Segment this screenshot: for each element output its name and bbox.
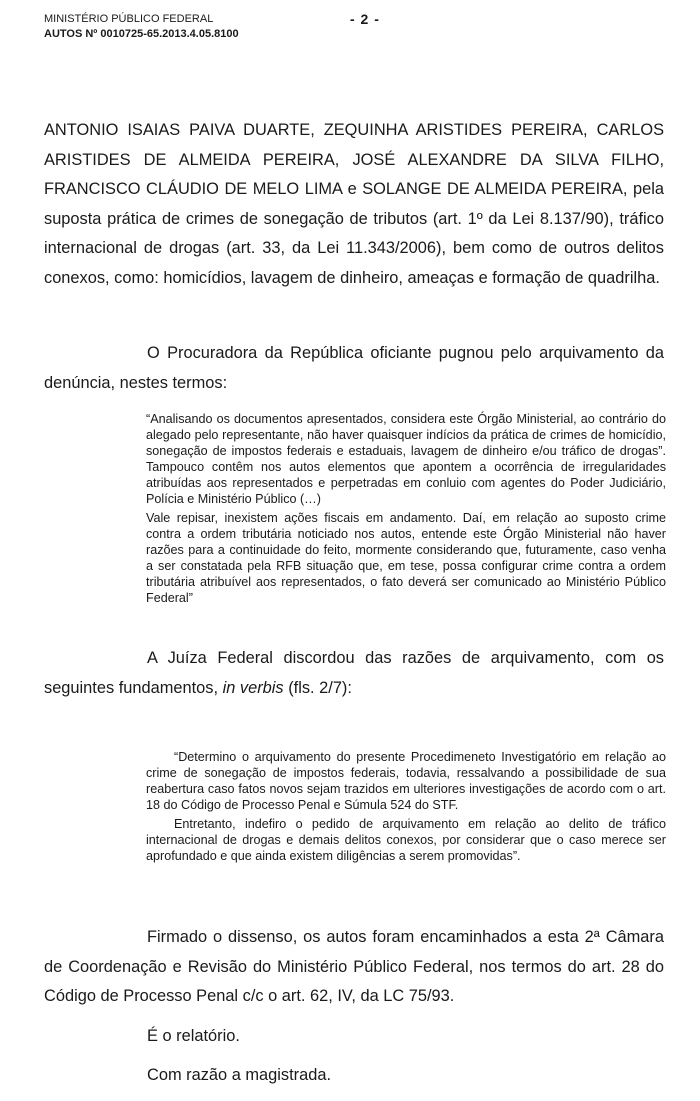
judge-text-italic: in verbis — [222, 678, 284, 697]
judge-text-1: A Juíza Federal discordou das razões de arquivamento, com os seguintes fundamentos, — [44, 649, 664, 697]
paragraph-judge — [44, 644, 664, 703]
quote-prosecutor-part2: Vale repisar, inexistem ações fiscais em andamento. Daí, em relação ao suposto crime contra a ordem tributária noticiado nos autos, entende este Órgão Ministerial não haver razões para a continuidade do feito, mormente considerando que, futuramente, caso venha a ser constatada pela RFB situação que, em tese, possa configurar crime contra a ordem tributária atribuível aos representados, o fato deverá ser comunicado ao Ministério Público Federal” — [146, 511, 666, 605]
quote-prosecutor — [146, 411, 666, 609]
paragraph-prosecutor: O Procuradora da República oficiante pugnou pelo arquivamento da denúncia, nestes termos: — [44, 344, 664, 392]
judge-text-2: (fls. 2/7): — [283, 678, 352, 697]
header-org: MINISTÉRIO PÚBLICO FEDERAL — [44, 13, 214, 25]
paragraph-parties: ANTONIO ISAIAS PAIVA DUARTE, ZEQUINHA ARISTIDES PEREIRA, CARLOS ARISTIDES DE ALMEIDA PEREIRA, JOSÉ ALEXANDRE DA SILVA FILHO, FRANCISCO CLÁUDIO DE MELO LIMA e SOLANGE DE ALMEIDA PEREIRA, pela suposta prática de crimes de sonegação de tributos (art. 1º da Lei 8.137/90), tráfico internacional de drogas (art. 33, da Lei 11.343/2006), bem como de outros delitos conexos, como: homicídios, lavagem de dinheiro, ameaças e formação de quadrilha. — [44, 121, 664, 287]
quote-judge-part1: “Determino o arquivamento do presente Procedimeneto Investigatório em relação ao crime de sonegação de impostos federais, todavia, ressalvando a possibilidade de sua reabertura caso fatos novos sejam trazidos em ulteriores investigações de acordo com o art. 18 do Código de Processo Penal e Súmula 524 do STF. — [146, 750, 666, 812]
quote-judge-part2: Entretanto, indefiro o pedido de arquivamento em relação ao delito de tráfico internacional de drogas e demais delitos conexos, por considerar que o caso merece ser aprofundado e que ainda existem diligências a serem promovidas”. — [146, 817, 666, 863]
paragraph-report: É o relatório. — [147, 1027, 240, 1045]
page-number: - 2 - — [350, 11, 380, 27]
paragraph-dissent: Firmado o dissenso, os autos foram encaminhados a esta 2ª Câmara de Coordenação e Revisão do Ministério Público Federal, nos termos do art. 28 do Código de Processo Penal c/c o art. 62, IV, da LC 75/93. — [44, 928, 664, 1005]
header-case-number: AUTOS Nº 0010725-65.2013.4.05.8100 — [44, 28, 239, 40]
quote-prosecutor-part1: “Analisando os documentos apresentados, considera este Órgão Ministerial, ao contrário do alegado pelo representante, não haver quaisquer indícios da prática de crimes de homicídio, sonegação de impostos federais e estaduais, lavagem de dinheiro e/ou tráfico de drogas”. Tampouco contêm nos autos elementos que apontem a ocorrência de irregularidades atribuídas aos representados e perpetradas em conluio com agentes do Poder Judiciário, Polícia e Ministério Público (…) — [146, 412, 666, 506]
quote-judge — [146, 749, 666, 867]
paragraph-conclusion: Com razão a magistrada. — [147, 1066, 332, 1084]
page-header — [44, 12, 239, 42]
